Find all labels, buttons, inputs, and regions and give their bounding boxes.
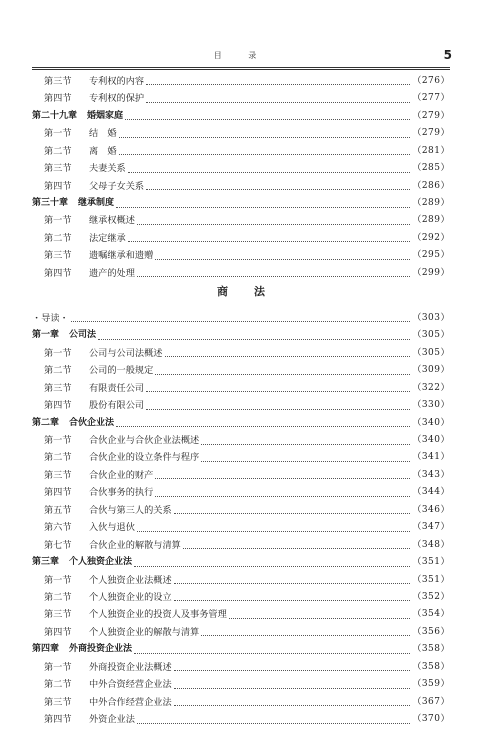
dot-leader: [174, 670, 411, 671]
toc-entry-label: [44, 624, 199, 641]
page-number: 5: [443, 48, 452, 62]
toc-entry-label: [44, 467, 153, 484]
toc-entry-page: （277）: [412, 93, 450, 104]
toc-chapter-entry: [32, 415, 450, 432]
toc-entry-label: [44, 380, 144, 397]
toc-section-entry: [32, 711, 450, 728]
toc-entry-page: （344）: [412, 487, 450, 498]
toc-entry-title: 合伙企业与合伙企业法概述: [89, 435, 200, 447]
toc-entry-number: 第三节: [44, 382, 72, 394]
toc-section-entry: [32, 362, 450, 379]
toc-entry-title: 外商投资企业法: [69, 644, 133, 655]
toc-entry-title: 合伙企业法: [69, 417, 115, 428]
toc-entry-page: （305）: [412, 347, 450, 358]
toc-entry-title: 专利权的保护: [89, 93, 145, 105]
dot-leader: [137, 276, 410, 277]
toc-entry-title: 个人独资企业法概述: [89, 574, 172, 586]
toc-chapter-entry: [32, 641, 450, 658]
toc-entry-title: 个人独资企业的投资人及事务管理: [89, 609, 227, 621]
toc-entry-number: 第五节: [44, 504, 72, 516]
toc-section-entry: [32, 397, 450, 414]
toc-entry-label: [44, 606, 227, 623]
toc-entry-number: 第四节: [44, 400, 72, 412]
dot-leader: [201, 635, 410, 636]
toc-entry-page: （351）: [412, 557, 450, 568]
toc-entry-label: [44, 230, 126, 247]
toc-entry-number: 第四节: [44, 487, 72, 499]
toc-entry-page: （347）: [412, 522, 450, 533]
dot-leader: [125, 119, 410, 120]
dot-leader: [137, 723, 410, 724]
toc-entry-number: 第三节: [44, 469, 72, 481]
toc-entry-number: 第三节: [44, 609, 72, 621]
toc-entry-number: 第三十章: [32, 198, 69, 209]
toc-entry-number: 第一节: [44, 435, 72, 447]
toc-entry-title: 股份有限公司: [89, 400, 145, 412]
toc-entry-title: 个人独资企业的解散与清算: [89, 626, 200, 638]
dot-leader: [201, 444, 410, 445]
toc-entry-title: 遗嘱继承和遗赠: [89, 250, 154, 262]
toc-entry-label: [44, 362, 153, 379]
toc-entry-page: （285）: [412, 163, 450, 174]
toc-section-entry: [32, 432, 450, 449]
toc-entry-number: 第三节: [44, 75, 72, 87]
toc-entry-title: 中外合资经营企业法: [89, 679, 172, 691]
toc-entry-title: 公司的一般规定: [89, 365, 154, 377]
toc-entry-label: [44, 711, 135, 728]
toc-entry-label: [44, 484, 153, 501]
toc-entry-page: （281）: [412, 145, 450, 156]
running-header: [0, 50, 482, 64]
toc-entry-title: 合伙事务的执行: [89, 487, 154, 499]
toc-entry-label: [32, 554, 132, 571]
toc-guide-entry: [32, 310, 450, 327]
toc-entry-title: 公司与公司法概述: [89, 347, 163, 359]
toc-section-entry: [32, 160, 450, 177]
toc-entry-page: （305）: [412, 330, 450, 341]
toc-section-entry: [32, 502, 450, 519]
toc-entry-number: 第二节: [44, 452, 72, 464]
toc-section-entry: [32, 265, 450, 282]
toc-entry-page: （343）: [412, 469, 450, 480]
toc-section-entry: [32, 537, 450, 554]
dot-leader: [165, 356, 411, 357]
dot-leader: [98, 339, 410, 340]
toc-entry-label: [44, 519, 135, 536]
toc-entry-page: （346）: [412, 504, 450, 515]
toc-entry-title: 遗产的处理: [89, 267, 135, 279]
toc-section-entry: [32, 606, 450, 623]
toc-entry-number: 第三节: [44, 250, 72, 262]
dot-leader: [134, 653, 410, 654]
toc-entry-number: 第四节: [44, 714, 72, 726]
toc-entry-title: 结 婚: [89, 128, 117, 140]
toc-entry-title: 合伙企业的解散与清算: [89, 539, 181, 551]
dot-leader: [116, 426, 410, 427]
header-title: 目 录: [213, 51, 269, 60]
toc-entry-number: 第四节: [44, 626, 72, 638]
toc-entry-title: 入伙与退伙: [89, 522, 135, 534]
toc-entry-page: （279）: [412, 128, 450, 139]
toc-entry-label: [44, 432, 199, 449]
toc-entry-label: [44, 90, 144, 107]
toc-entry-page: （358）: [412, 661, 450, 672]
toc-section-entry: [32, 450, 450, 467]
toc-section-entry: [32, 230, 450, 247]
dot-leader: [128, 172, 411, 173]
toc-section-entry: [32, 380, 450, 397]
toc-entry-page: （289）: [412, 215, 450, 226]
toc-entry-page: （370）: [412, 714, 450, 725]
toc-entry-title: 婚姻家庭: [87, 110, 124, 121]
toc-entry-title: 继承制度: [78, 198, 115, 209]
toc-entry-title: 合伙企业的财产: [89, 469, 154, 481]
toc-entry-label: [32, 415, 114, 432]
dot-leader: [146, 189, 410, 190]
toc-chapter-entry: [32, 327, 450, 344]
toc-entry-page: （348）: [412, 539, 450, 550]
toc-entry-title: 中外合作经营企业法: [89, 696, 172, 708]
dot-leader: [174, 583, 411, 584]
toc-entry-title: 父母子女关系: [89, 180, 145, 192]
toc-entry-label: [44, 265, 135, 282]
toc-entry-number: 第一节: [44, 574, 72, 586]
dot-leader: [146, 84, 410, 85]
toc-entry-title: 个人独资企业的设立: [89, 591, 172, 603]
toc-entry-title: 继承权概述: [89, 215, 135, 227]
toc-section-entry: [32, 467, 450, 484]
toc-entry-page: （351）: [412, 574, 450, 585]
toc-entry-number: 第一章: [32, 330, 60, 341]
toc-entry-page: （359）: [412, 679, 450, 690]
toc-entry-page: （367）: [412, 696, 450, 707]
toc-entry-title: 离 婚: [89, 145, 117, 157]
toc-entry-page: （289）: [412, 198, 450, 209]
toc-entry-number: 第一节: [44, 347, 72, 359]
toc-section-entry: [32, 143, 450, 160]
toc-entry-page: （303）: [412, 312, 450, 323]
toc-entry-page: （299）: [412, 267, 450, 278]
dot-leader: [146, 102, 410, 103]
toc-entry-page: （340）: [412, 435, 450, 446]
toc-entry-number: 第二十九章: [32, 110, 78, 121]
dot-leader: [174, 513, 411, 514]
dot-leader: [174, 600, 411, 601]
dot-leader: [71, 321, 411, 322]
toc-entry-label: [32, 327, 96, 344]
toc-section-entry: [32, 213, 450, 230]
toc-entry-number: 第一节: [44, 215, 72, 227]
toc-entry-title: 合伙与第三人的关系: [89, 504, 172, 516]
toc-entry-label: [44, 676, 172, 693]
toc-entry-page: （279）: [412, 110, 450, 121]
dot-leader: [229, 618, 411, 619]
toc-entry-page: （276）: [412, 75, 450, 86]
toc-entry-page: （322）: [412, 382, 450, 393]
toc-section-entry: [32, 90, 450, 107]
dot-leader: [128, 241, 411, 242]
toc-block-commercial: [32, 310, 450, 729]
toc-entry-title: 专利权的内容: [89, 75, 145, 87]
toc-entry-number: 第二节: [44, 591, 72, 603]
toc-section-entry: [32, 178, 450, 195]
toc-entry-page: （309）: [412, 365, 450, 376]
toc-entry-number: 第四章: [32, 644, 60, 655]
toc-entry-number: 第一节: [44, 661, 72, 673]
dot-leader: [119, 137, 411, 138]
toc-entry-title: 公司法: [69, 330, 97, 341]
dot-leader: [137, 531, 410, 532]
toc-chapter-entry: [32, 195, 450, 212]
dot-leader: [134, 566, 410, 567]
toc-entry-label: [44, 247, 153, 264]
toc-chapter-entry: [32, 554, 450, 571]
toc-entry-number: 第二章: [32, 417, 60, 428]
toc-entry-number: 第六节: [44, 522, 72, 534]
toc-section-entry: [32, 589, 450, 606]
toc-entry-page: （292）: [412, 232, 450, 243]
toc-entry-page: （352）: [412, 591, 450, 602]
dot-leader: [137, 224, 410, 225]
toc-entry-page: （295）: [412, 250, 450, 261]
toc-entry-label: [44, 178, 144, 195]
toc-section-entry: [32, 247, 450, 264]
toc-entry-label: [44, 73, 144, 90]
dot-leader: [183, 548, 410, 549]
toc-entry-title: 外资企业法: [89, 714, 135, 726]
toc-entry-label: [44, 212, 135, 229]
dot-leader: [146, 391, 410, 392]
part-title: 商法: [217, 285, 291, 298]
toc-entry-number: 第二节: [44, 679, 72, 691]
toc-entry-number: 第三节: [44, 163, 72, 175]
toc-chapter-entry: [32, 108, 450, 125]
toc-entry-label: [44, 143, 117, 160]
toc-entry-label: [32, 195, 114, 212]
toc-entry-label: [44, 160, 126, 177]
toc-entry-page: （354）: [412, 609, 450, 620]
toc-entry-page: （286）: [412, 180, 450, 191]
dot-leader: [155, 496, 410, 497]
toc-entry-number: 第二节: [44, 145, 72, 157]
toc-entry-label: [32, 641, 132, 658]
toc-entry-title: 个人独资企业法: [69, 557, 133, 568]
toc-entry-number: 第四节: [44, 93, 72, 105]
toc-entry-label: [44, 397, 144, 414]
toc-section-entry: [32, 694, 450, 711]
toc-entry-label: [44, 537, 181, 554]
header-rule-top: [32, 67, 450, 68]
toc-entry-title: 有限责任公司: [89, 382, 145, 394]
toc-section-entry: [32, 624, 450, 641]
toc-entry-number: 第四节: [44, 267, 72, 279]
toc-entry-number: 第七节: [44, 539, 72, 551]
toc-block-civil: [32, 73, 450, 282]
toc-section-entry: [32, 519, 450, 536]
toc-entry-label: [44, 572, 172, 589]
dot-leader: [116, 207, 410, 208]
toc-entry-title: 合伙企业的设立条件与程序: [89, 452, 200, 464]
toc-entry-title: 法定继承: [89, 232, 126, 244]
dot-leader: [155, 259, 410, 260]
toc-entry-label: [44, 589, 172, 606]
header-rule-bottom: [32, 69, 450, 70]
toc-entry-label: [44, 125, 117, 142]
toc-entry-label: [44, 502, 172, 519]
dot-leader: [174, 688, 411, 689]
toc-entry-page: （330）: [412, 400, 450, 411]
toc-entry-label: [44, 449, 199, 466]
toc-entry-number: 第二节: [44, 232, 72, 244]
toc-entry-page: （356）: [412, 626, 450, 637]
toc-entry-number: 第一节: [44, 128, 72, 140]
toc-section-entry: [32, 659, 450, 676]
dot-leader: [146, 409, 410, 410]
dot-leader: [201, 461, 410, 462]
toc-entry-page: （340）: [412, 417, 450, 428]
dot-leader: [174, 705, 411, 706]
toc-entry-title: 夫妻关系: [89, 163, 126, 175]
toc-section-entry: [32, 484, 450, 501]
dot-leader: [155, 374, 410, 375]
toc-section-entry: [32, 572, 450, 589]
toc-section-entry: [32, 345, 450, 362]
toc-entry-label: [44, 659, 172, 676]
toc-entry-title: 外商投资企业法概述: [89, 661, 172, 673]
toc-entry-label: [44, 694, 172, 711]
toc-entry-number: 第三章: [32, 557, 60, 568]
toc-entry-title: ・导读・: [32, 312, 69, 324]
toc-section-entry: [32, 73, 450, 90]
toc-entry-label: [32, 310, 69, 327]
dot-leader: [119, 154, 411, 155]
toc-entry-label: [44, 345, 163, 362]
toc-section-entry: [32, 125, 450, 142]
toc-entry-number: 第三节: [44, 696, 72, 708]
dot-leader: [155, 478, 410, 479]
toc-entry-label: [32, 108, 123, 125]
toc-entry-page: （341）: [412, 452, 450, 463]
toc-entry-page: （358）: [412, 644, 450, 655]
toc-entry-number: 第四节: [44, 180, 72, 192]
toc-entry-number: 第二节: [44, 365, 72, 377]
toc-section-entry: [32, 676, 450, 693]
